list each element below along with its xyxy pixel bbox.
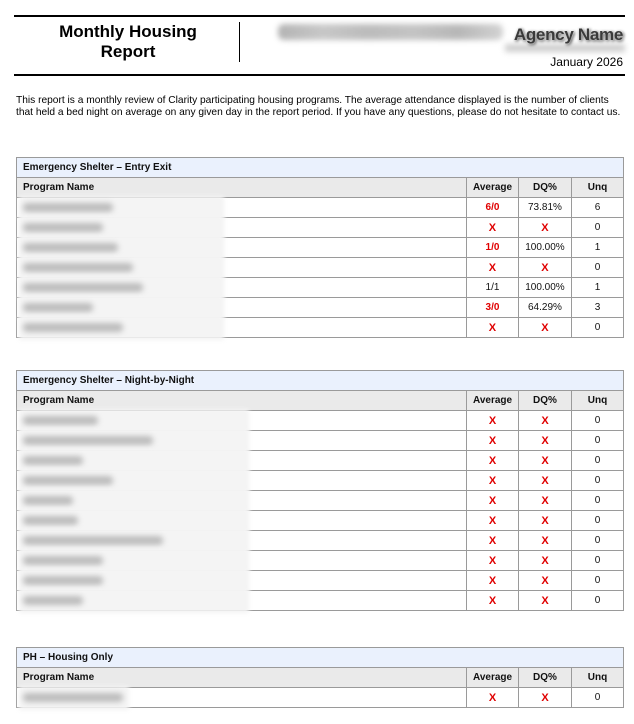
table-row (17, 298, 624, 318)
header-divider (239, 22, 240, 62)
average-cell: X (466, 688, 518, 708)
average-cell: 1/1 (466, 278, 518, 298)
dq-cell: X (518, 431, 571, 451)
program-name-cell (17, 298, 467, 318)
average-cell: X (466, 551, 518, 571)
dq-cell: 100.00% (518, 238, 571, 258)
program-name-redacted (23, 516, 78, 525)
table-row (17, 451, 624, 471)
table-row (17, 198, 624, 218)
average-cell: X (466, 218, 518, 238)
section-table (16, 647, 624, 708)
average-cell: 1/0 (466, 238, 518, 258)
dq-cell: X (518, 688, 571, 708)
column-header-average: Average (466, 391, 518, 411)
program-name-cell (17, 491, 467, 511)
program-name-cell (17, 318, 467, 338)
program-name-redacted (23, 416, 98, 425)
agency-name: Agency Name (513, 25, 623, 44)
column-header-dq: DQ% (518, 391, 571, 411)
dq-cell: 100.00% (518, 278, 571, 298)
program-name-redacted (23, 476, 113, 485)
dq-cell: X (518, 531, 571, 551)
table-row (17, 431, 624, 451)
program-name-cell (17, 278, 467, 298)
section-title-row (17, 648, 624, 668)
table-row (17, 551, 624, 571)
average-cell: 6/0 (466, 198, 518, 218)
unq-cell: 0 (571, 431, 623, 451)
unq-cell: 1 (571, 278, 623, 298)
section-table (16, 370, 624, 611)
average-cell: X (466, 411, 518, 431)
unq-cell: 0 (571, 411, 623, 431)
program-name-cell (17, 411, 467, 431)
program-name-redacted (23, 223, 103, 232)
average-cell: X (466, 531, 518, 551)
program-name-cell (17, 511, 467, 531)
column-header-program-name: Program Name (17, 178, 467, 198)
unq-cell: 6 (571, 198, 623, 218)
average-cell: X (466, 571, 518, 591)
column-header-row (17, 391, 624, 411)
section-title: Emergency Shelter – Entry Exit (17, 158, 624, 178)
program-name-redacted (23, 323, 123, 332)
program-name-redacted (23, 536, 163, 545)
program-name-redacted (23, 263, 133, 272)
table-row (17, 318, 624, 338)
report-period: January 2026 (550, 55, 623, 69)
column-header-row (17, 178, 624, 198)
header-top-rule (14, 15, 625, 17)
program-name-cell (17, 451, 467, 471)
unq-cell: 0 (571, 451, 623, 471)
unq-cell: 0 (571, 688, 623, 708)
average-cell: X (466, 258, 518, 278)
dq-cell: 64.29% (518, 298, 571, 318)
dq-cell: X (518, 591, 571, 611)
program-name-cell (17, 571, 467, 591)
program-name-redacted (23, 283, 143, 292)
program-name-cell (17, 431, 467, 451)
average-cell: X (466, 491, 518, 511)
section-title-row (17, 158, 624, 178)
dq-cell: 73.81% (518, 198, 571, 218)
unq-cell: 0 (571, 471, 623, 491)
program-name-cell (17, 471, 467, 491)
program-name-cell (17, 238, 467, 258)
table-row (17, 688, 624, 708)
intro-paragraph: This report is a monthly review of Clarity participating housing programs. The average attendance displayed is the number of clients that held a bed night on average on any given day in the report period. If you have any questions, please do not hesitate to contact us. (16, 95, 621, 118)
table-row (17, 511, 624, 531)
table-row (17, 591, 624, 611)
section-title-row (17, 371, 624, 391)
header-bottom-rule (14, 74, 625, 76)
table-row (17, 411, 624, 431)
column-header-average: Average (466, 178, 518, 198)
average-cell: X (466, 471, 518, 491)
column-header-unq: Unq (571, 668, 623, 688)
unq-cell: 0 (571, 258, 623, 278)
program-name-cell (17, 688, 467, 708)
table-row (17, 278, 624, 298)
unq-cell: 0 (571, 551, 623, 571)
program-name-redacted (23, 456, 83, 465)
program-name-redacted (23, 576, 103, 585)
table-row (17, 218, 624, 238)
program-name-cell (17, 198, 467, 218)
agency-full-name-redacted (278, 24, 503, 40)
program-name-cell (17, 531, 467, 551)
column-header-dq: DQ% (518, 668, 571, 688)
dq-cell: X (518, 491, 571, 511)
unq-cell: 0 (571, 531, 623, 551)
program-name-cell (17, 258, 467, 278)
unq-cell: 1 (571, 238, 623, 258)
table-row (17, 238, 624, 258)
unq-cell: 0 (571, 571, 623, 591)
program-name-redacted (23, 496, 73, 505)
program-name-redacted (23, 203, 113, 212)
program-name-redacted (23, 556, 103, 565)
program-name-cell (17, 591, 467, 611)
unq-cell: 0 (571, 511, 623, 531)
average-cell: X (466, 591, 518, 611)
average-cell: X (466, 451, 518, 471)
dq-cell: X (518, 218, 571, 238)
program-name-redacted (23, 303, 93, 312)
dq-cell: X (518, 451, 571, 471)
program-name-cell (17, 218, 467, 238)
dq-cell: X (518, 511, 571, 531)
column-header-program-name: Program Name (17, 668, 467, 688)
dq-cell: X (518, 551, 571, 571)
table-row (17, 471, 624, 491)
dq-cell: X (518, 258, 571, 278)
average-cell: X (466, 318, 518, 338)
program-name-redacted (23, 693, 123, 702)
report-title: Monthly Housing Report (59, 22, 197, 61)
column-header-program-name: Program Name (17, 391, 467, 411)
column-header-unq: Unq (571, 178, 623, 198)
unq-cell: 0 (571, 318, 623, 338)
column-header-dq: DQ% (518, 178, 571, 198)
unq-cell: 0 (571, 218, 623, 238)
table-row (17, 531, 624, 551)
unq-cell: 0 (571, 491, 623, 511)
dq-cell: X (518, 411, 571, 431)
section-title: PH – Housing Only (17, 648, 624, 668)
average-cell: 3/0 (466, 298, 518, 318)
table-row (17, 258, 624, 278)
dq-cell: X (518, 471, 571, 491)
column-header-row (17, 668, 624, 688)
table-row (17, 491, 624, 511)
average-cell: X (466, 431, 518, 451)
section-table (16, 157, 624, 338)
table-row (17, 571, 624, 591)
dq-cell: X (518, 318, 571, 338)
column-header-unq: Unq (571, 391, 623, 411)
unq-cell: 3 (571, 298, 623, 318)
average-cell: X (466, 511, 518, 531)
unq-cell: 0 (571, 591, 623, 611)
column-header-average: Average (466, 668, 518, 688)
program-name-cell (17, 551, 467, 571)
program-name-redacted (23, 436, 153, 445)
program-name-redacted (23, 243, 118, 252)
program-name-redacted (23, 596, 83, 605)
agency-logo-shadow (505, 44, 625, 52)
section-title: Emergency Shelter – Night-by-Night (17, 371, 624, 391)
dq-cell: X (518, 571, 571, 591)
